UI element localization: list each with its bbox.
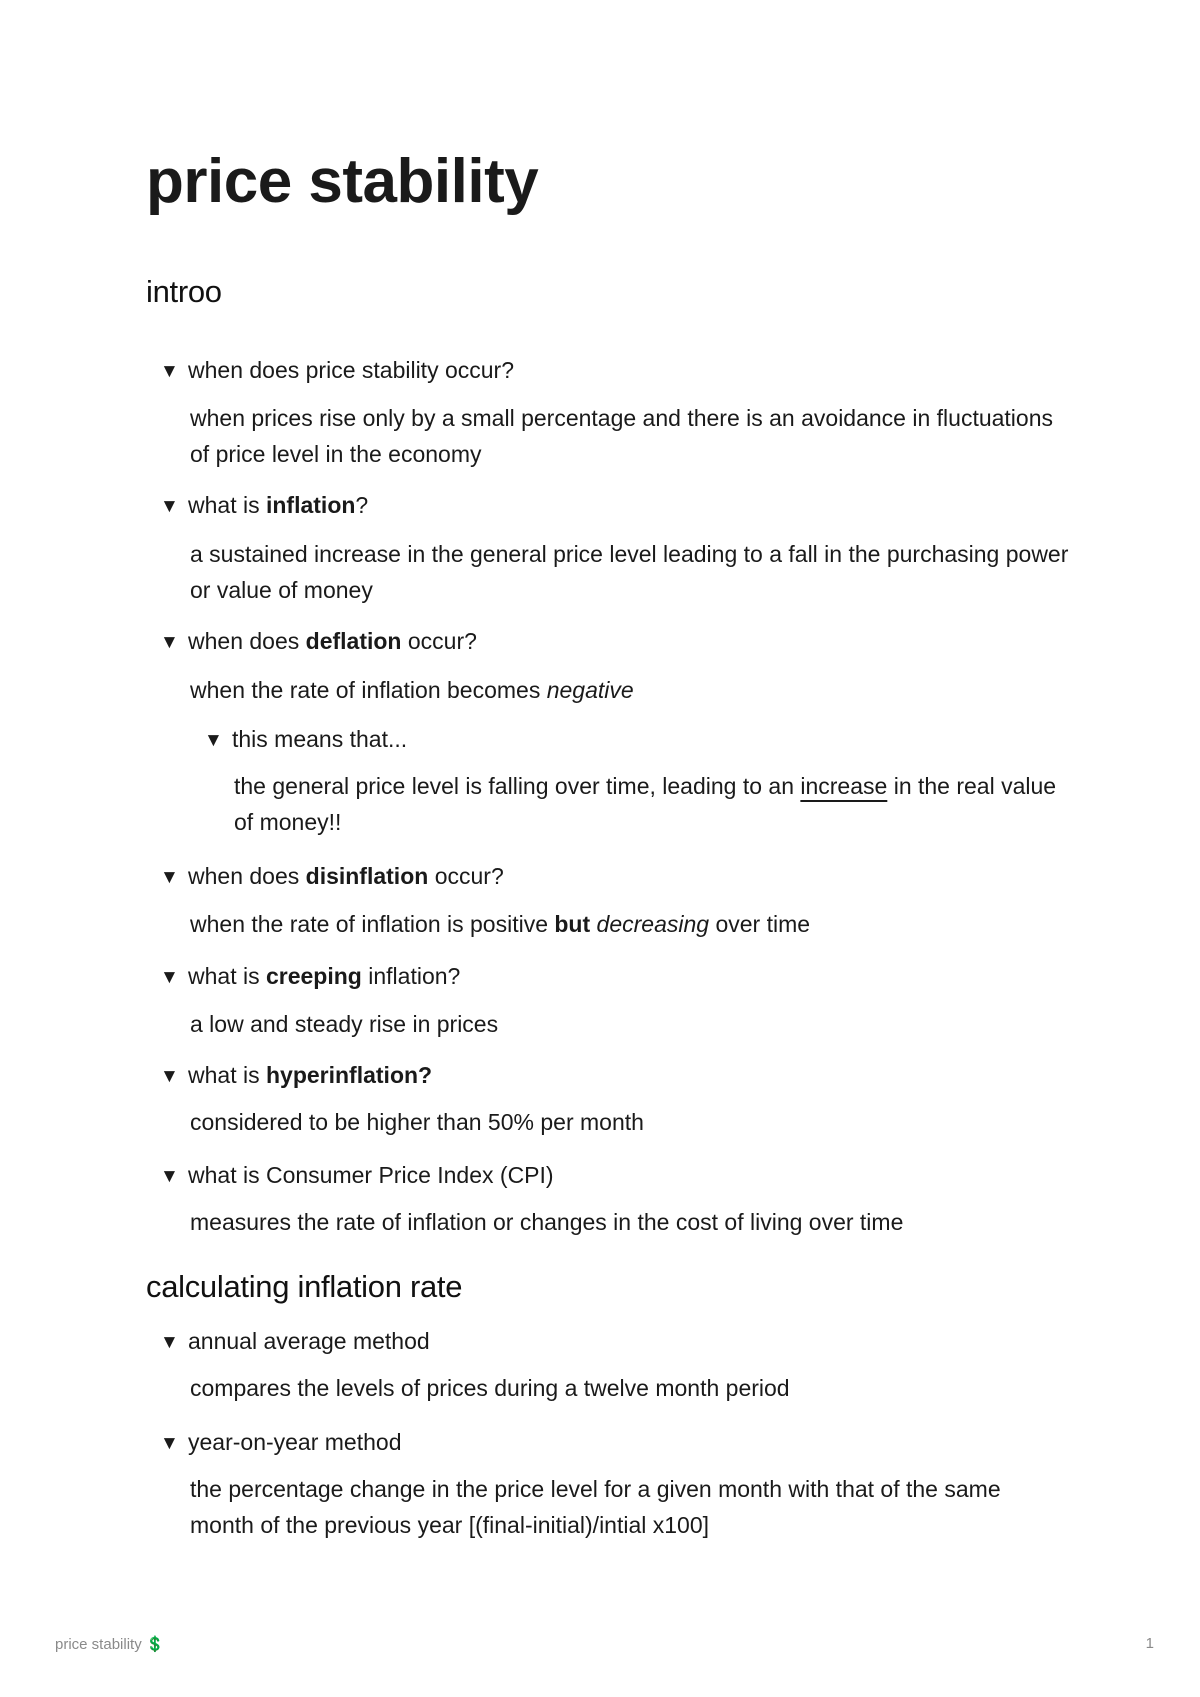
question-text-bold: disinflation: [305, 863, 429, 889]
answer-4: [190, 906, 1070, 942]
toggle-triangle-icon[interactable]: ▼: [160, 1332, 179, 1353]
toggle-subquestion-3[interactable]: [204, 724, 407, 756]
toggle-question-4[interactable]: [160, 861, 504, 893]
footer-title: price stability: [55, 1636, 142, 1653]
footer-page-number: 1: [1145, 1635, 1154, 1652]
toggle-triangle-icon[interactable]: ▼: [160, 496, 179, 517]
answer-1: when prices rise only by a small percentage and there is an avoidance in fluctuations of price level in the economy: [190, 405, 1053, 467]
answer-underline: increase: [800, 773, 888, 799]
section-heading-introo: introo: [146, 274, 222, 309]
dollar-emoji-icon: 💲: [145, 1636, 165, 1653]
toggle-triangle-icon[interactable]: ▼: [160, 967, 179, 988]
question-text-pre: what is: [188, 1062, 266, 1088]
answer-text: when the rate of inflation becomes: [190, 677, 547, 703]
question-text-pre: what is: [188, 492, 266, 518]
question-text-bold: creeping: [265, 963, 362, 989]
toggle-triangle-icon[interactable]: ▼: [160, 1166, 179, 1187]
question-text-bold: deflation: [305, 628, 402, 654]
question-text-pre: what is: [188, 963, 266, 989]
toggle-question-6[interactable]: [160, 1060, 432, 1092]
answer-6: considered to be higher than 50% per month: [190, 1109, 644, 1135]
answer-bold: but: [554, 911, 591, 937]
toggle-triangle-icon[interactable]: ▼: [160, 867, 179, 888]
toggle-triangle-icon[interactable]: ▼: [204, 730, 223, 751]
sub-answer-3: [234, 768, 1070, 840]
question-text-bold: inflation: [265, 492, 356, 518]
question-text: what is Consumer Price Index (CPI): [188, 1162, 554, 1188]
question-text-post: occur?: [428, 863, 504, 889]
answer-3: [190, 672, 1070, 708]
toggle-question-1[interactable]: [160, 355, 514, 387]
question-text: when does price stability occur?: [188, 357, 514, 383]
answer-2: a sustained increase in the general price level leading to a fall in the purchasing power or value of money: [190, 541, 1069, 603]
question-text-post: ?: [355, 492, 369, 518]
toggle-question-7[interactable]: [160, 1160, 554, 1192]
toggle-question-5[interactable]: [160, 961, 460, 993]
question-text: this means that...: [232, 726, 408, 752]
toggle-triangle-icon[interactable]: ▼: [160, 1433, 179, 1454]
question-text-pre: when does: [188, 863, 306, 889]
toggle-question-2[interactable]: [160, 490, 368, 522]
toggle-triangle-icon[interactable]: ▼: [160, 632, 179, 653]
footer-doc-name: [55, 1635, 165, 1653]
answer-8: compares the levels of prices during a twelve month period: [190, 1375, 790, 1401]
question-text-post: inflation?: [361, 963, 461, 989]
question-text-bold: hyperinflation?: [265, 1062, 433, 1088]
answer-text-pre: the general price level is falling over time, leading to an: [234, 773, 801, 799]
question-text: annual average method: [188, 1328, 430, 1354]
toggle-triangle-icon[interactable]: ▼: [160, 361, 179, 382]
toggle-triangle-icon[interactable]: ▼: [160, 1066, 179, 1087]
answer-italic: decreasing: [596, 911, 710, 937]
answer-text-post: in the real value of money!!: [234, 773, 1057, 835]
toggle-question-3[interactable]: [160, 626, 477, 658]
question-text-pre: when does: [188, 628, 306, 654]
answer-5: a low and steady rise in prices: [190, 1011, 499, 1037]
answer-7: measures the rate of inflation or changes in the cost of living over time: [190, 1209, 904, 1235]
answer-9: the percentage change in the price level for a given month with that of the same month of the previous year [(final-initial)/intial x100]: [190, 1476, 1001, 1538]
answer-italic: negative: [546, 677, 634, 703]
question-text: year-on-year method: [188, 1429, 402, 1455]
answer-text-pre: when the rate of inflation is positive: [190, 911, 555, 937]
toggle-question-8[interactable]: [160, 1326, 430, 1358]
toggle-question-9[interactable]: [160, 1427, 402, 1459]
section-heading-calculating: calculating inflation rate: [146, 1269, 463, 1304]
page-title: price stability: [146, 147, 539, 216]
answer-text-post: over time: [709, 911, 811, 937]
question-text-post: occur?: [401, 628, 477, 654]
